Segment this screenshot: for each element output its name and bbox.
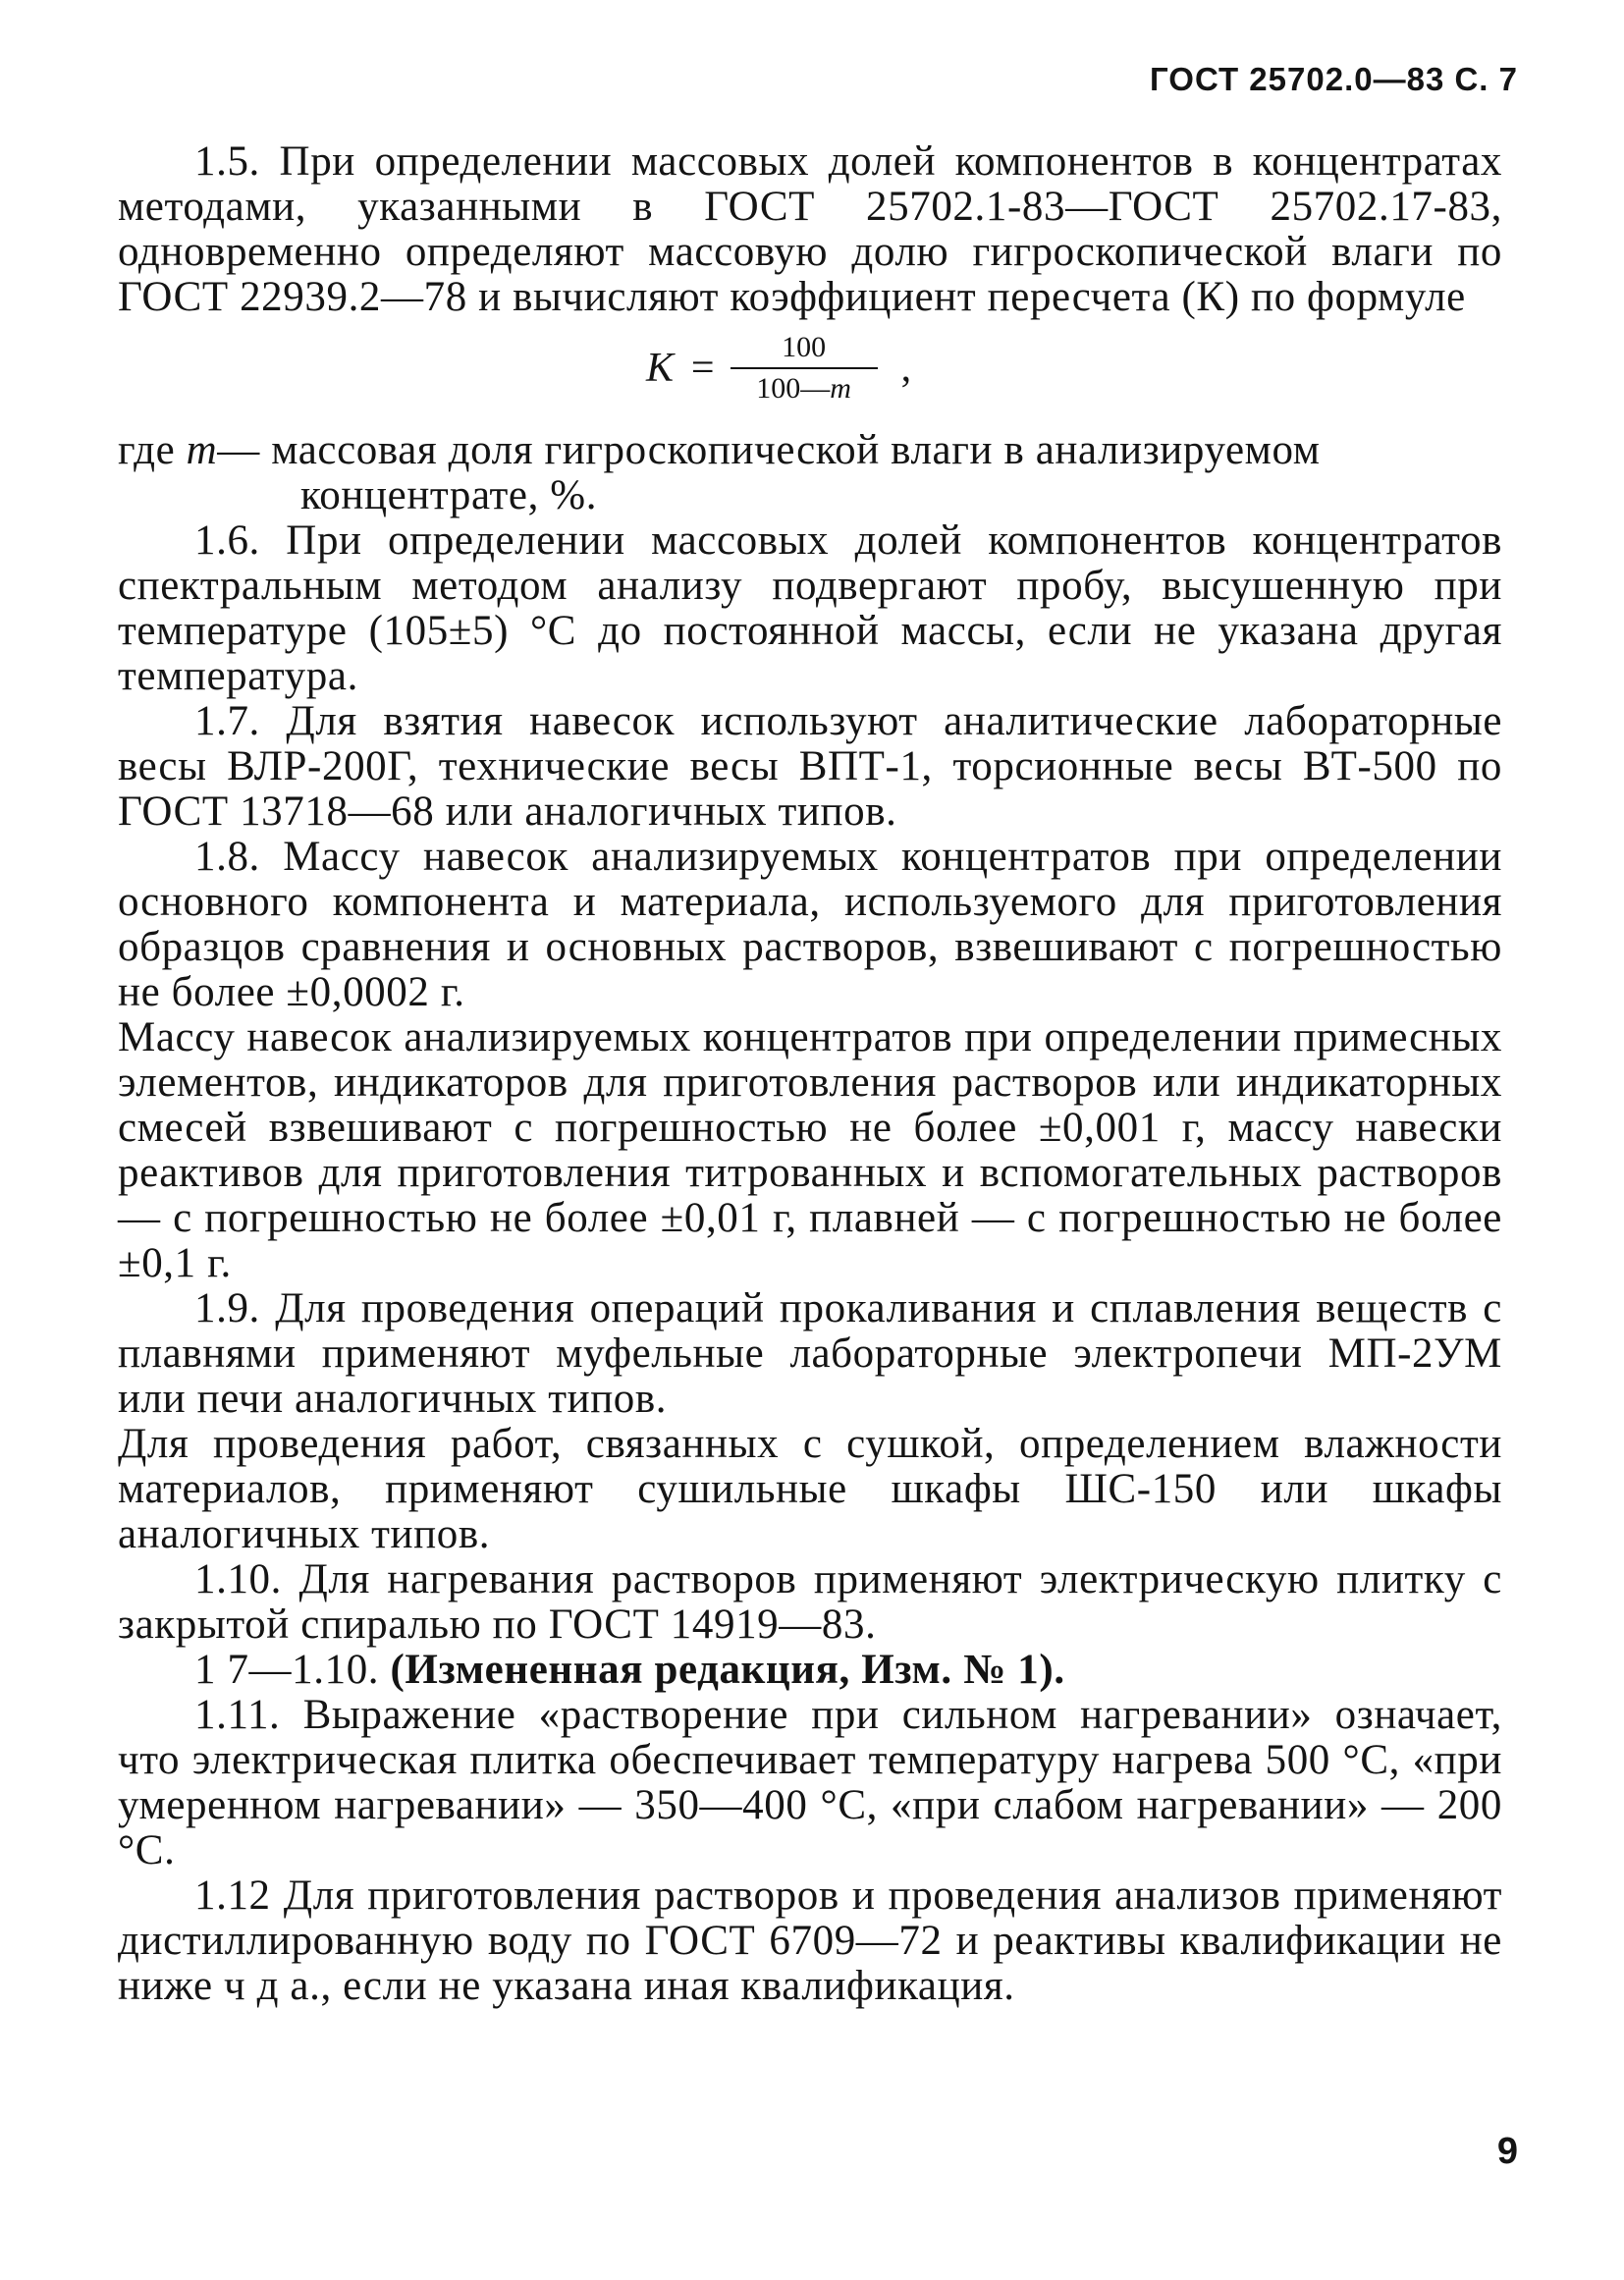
formula-k <box>646 328 911 408</box>
amendment-note <box>118 1648 1502 1693</box>
document-body <box>118 139 1502 2009</box>
formula-comma: , <box>900 346 912 391</box>
where-continuation: концентрате, %. <box>300 472 598 518</box>
clause-1-5: 1.5. При определении массовых долей компонентов в концентратах методами, указанными в ГОСТ 25702.1-83—ГОСТ 25702.17-83, одновременно определяют массовую долю гигроскопической влаги по ГОСТ 22939.2—78 и вычисляют коэффициент пересчета (К) по формуле <box>118 138 1502 320</box>
where-text: — массовая доля гигроскопической влаги в анализируемом <box>217 427 1321 473</box>
clause-1-8-continued: Массу навесок анализируемых концентратов при определении примесных элементов, индикаторов для приготовления растворов или индикаторных смесей взвешивают с погрешностью не более ±0,001 г, массу навески реактивов для приготовления титрованных и вспомогательных растворов — с погрешностью не более ±0,01 г, плавней — с погрешностью не более ±0,1 г. <box>118 1014 1502 1286</box>
clause-1-12: 1.12 Для приготовления растворов и проведения анализов применяют дистиллированную воду по ГОСТ 6709—72 и реактивы квалификации не ниже ч д а., если не указана иная квалификация. <box>118 1873 1502 2009</box>
formula-denominator <box>746 369 861 408</box>
where-line <box>118 428 1502 473</box>
denominator-prefix: 100— <box>756 372 831 405</box>
where-var: m <box>186 427 218 473</box>
page-number: 9 <box>1496 2131 1518 2172</box>
amendment-text: (Измененная редакция, Изм. № 1). <box>390 1647 1065 1693</box>
denominator-var: m <box>830 372 851 405</box>
where-label: где <box>118 427 176 473</box>
page-header-standard: ГОСТ 25702.0—83 С. 7 <box>1150 61 1518 97</box>
formula-block <box>118 324 1502 428</box>
formula-equals: = <box>690 346 715 391</box>
clause-1-11: 1.11. Выражение «растворение при сильном нагревании» означает, что электрическая плитка обеспечивает температуру нагрева 500 °С, «при умеренном нагревании» — 350—400 °С, «при слабом нагревании» — 200 °С. <box>118 1692 1502 1873</box>
clause-1-8: 1.8. Массу навесок анализируемых концентратов при определении основного компонента и материала, используемого для приготовления образцов сравнения и основных растворов, взвешивают с погрешностью не более ±0,0002 г. <box>118 834 1502 1015</box>
formula-numerator: 100 <box>782 331 827 363</box>
clause-1-7: 1.7. Для взятия навесок используют аналитические лабораторные весы ВЛР-200Г, технические весы ВПТ-1, торсионные весы ВТ-500 по ГОСТ 13718—68 или аналогичных типов. <box>118 698 1502 835</box>
amendment-range: 1 7—1.10. <box>194 1647 380 1693</box>
formula-lhs: К <box>646 346 674 391</box>
clause-1-9: 1.9. Для проведения операций прокаливания и сплавления веществ с плавнями применяют муфельные лабораторные электропечи МП-2УМ или печи аналогичных типов. <box>118 1285 1502 1422</box>
formula-fraction <box>731 328 878 408</box>
clause-1-10: 1.10. Для нагревания растворов применяют электрическую плитку с закрытой спиралью по ГОСТ 14919—83. <box>118 1556 1502 1648</box>
clause-1-9-continued: Для проведения работ, связанных с сушкой, определением влажности материалов, применяют сушильные шкафы ШС-150 или шкафы аналогичных типов. <box>118 1421 1502 1557</box>
clause-1-6: 1.6. При определении массовых долей компонентов концентратов спектральным методом анализу подвергают пробу, высушенную при температуре (105±5) °С до постоянной массы, если не указана другая температура. <box>118 517 1502 699</box>
